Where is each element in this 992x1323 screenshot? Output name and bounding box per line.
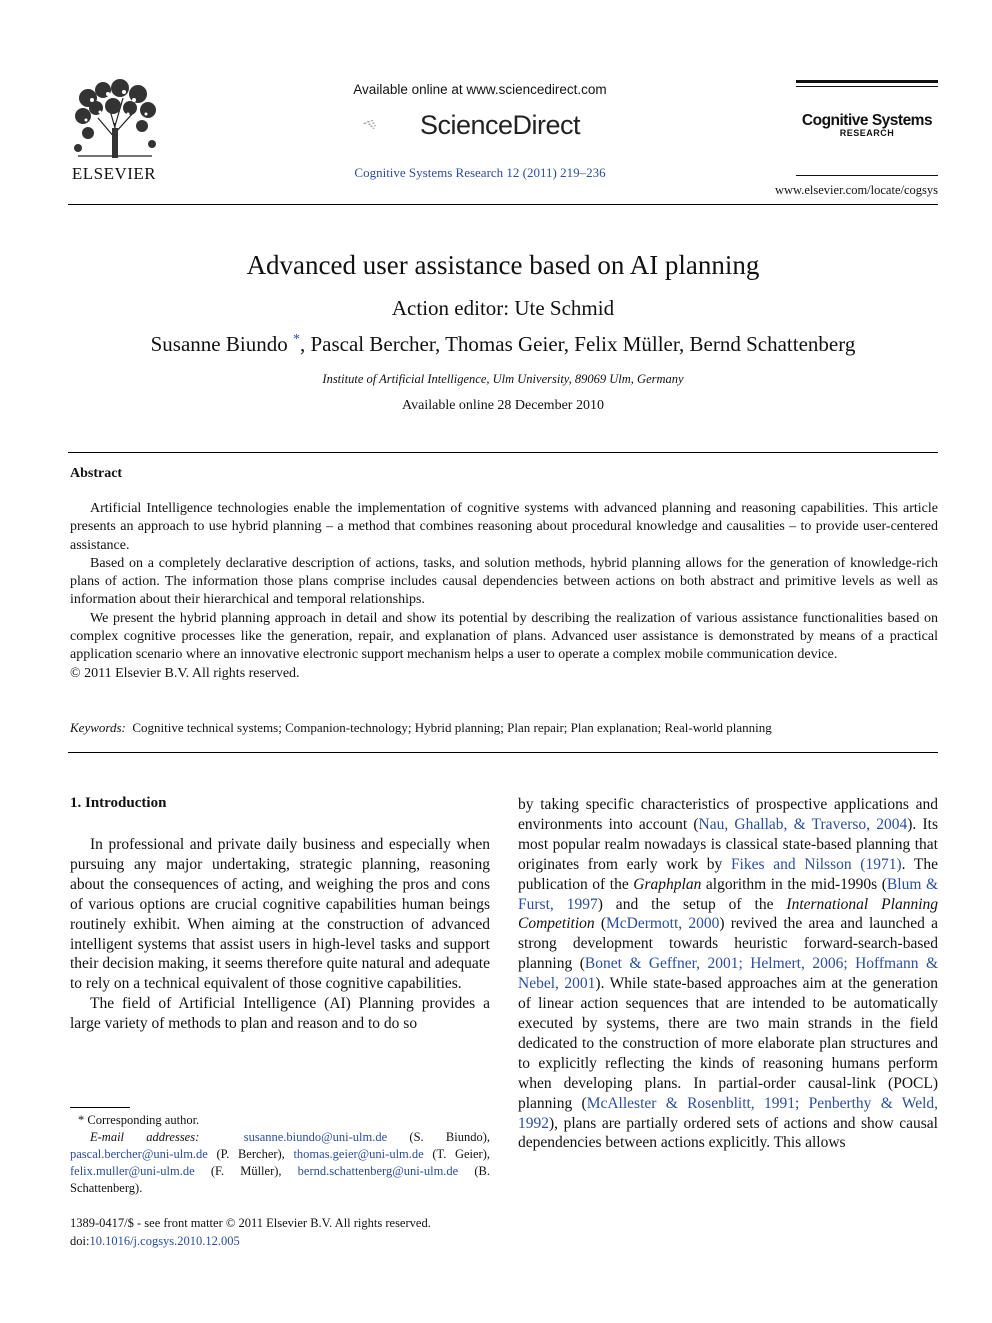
citation-link[interactable]: Fikes and Nilsson (1971) (730, 855, 902, 873)
citation-link[interactable]: McDermott, 2000 (605, 915, 720, 933)
abstract-paragraph: Based on a completely declarative description of actions, tasks, and solution methods, hybrid planning allows for the generation of knowledge-rich plans of action. The information those plans comprise includes causal dependencies between actions on both abstract and primitive levels as well as information about their hierarchical and temporal relationships. (70, 555, 938, 608)
citation-link[interactable]: Bonet & Geffner, 2001; Helmert, 2006; Hoffmann & Nebel, 2001 (518, 955, 938, 993)
journal-logo-subtitle: RESEARCH (839, 128, 895, 138)
email-owner: (P. Bercher), (207, 1147, 294, 1161)
email-label: E-mail addresses: (90, 1130, 200, 1144)
journal-logo-rule (796, 80, 938, 83)
first-author: Susanne Biundo (150, 332, 288, 356)
email-link[interactable]: thomas.geier@uni-ulm.de (293, 1147, 424, 1161)
journal-logo-rule (796, 86, 938, 87)
right-column (518, 795, 938, 1153)
journal-url[interactable]: www.elsevier.com/locate/cogsys (774, 183, 938, 197)
journal-citation-link[interactable]: Cognitive Systems Research 12 (2011) 219–236 (354, 165, 606, 180)
left-column (70, 835, 490, 1034)
email-link[interactable]: felix.muller@uni-ulm.de (70, 1164, 195, 1178)
body-text-italic: Graphplan (633, 875, 702, 893)
publisher-name: ELSEVIER (71, 164, 157, 183)
corresponding-author-marker[interactable]: * (292, 332, 300, 347)
sciencedirect-dots-icon (362, 104, 422, 146)
citation-link[interactable]: McAllester & Rosenblitt, 1991; Penberthy & Weld, 1992 (518, 1094, 938, 1132)
body-paragraph: The field of Artificial Intelligence (AI) Planning provides a large variety of methods to plan and reason and to do so (70, 995, 490, 1033)
email-owner: (F. Müller), (194, 1164, 298, 1178)
sciencedirect-wordmark: ScienceDirect (420, 110, 581, 140)
keywords (70, 720, 938, 736)
issn-copyright: 1389-0417/$ - see front matter © 2011 Elsevier B.V. All rights reserved. (70, 1216, 431, 1230)
body-text: ). Its most popular realm nowadays is classical state-based planning that originates from early work by (518, 815, 938, 873)
body-text: ) and the setup of the (597, 895, 787, 913)
email-owner: (B. Schattenberg). (70, 1164, 490, 1195)
abstract-paragraph: Artificial Intelligence technologies enable the implementation of cognitive systems with advanced planning and reasoning capabilities. This article presents an approach to use hybrid planning – a method that combines reasoning about procedural knowledge and causalities – to provide user-centered assistance. (70, 501, 938, 553)
body-text: ( (594, 915, 606, 933)
citation-link[interactable]: Nau, Ghallab, & Traverso, 2004 (698, 815, 908, 833)
keywords-label: Keywords: (70, 720, 126, 735)
body-text: by taking specific characteristics of prospective applications and environments into account ( (518, 796, 938, 833)
journal-logo-title: Cognitive Systems (801, 112, 933, 129)
body-paragraph: In professional and private daily business and especially when pursuing any major undertaking, strategic planning, reasoning about the consequences of acting, and weighing the pros and cons of various options are crucial cognitive capabilities human beings routinely exhibit. When aiming at the construction of advanced intelligent systems that assist users in high-level tasks and support their decision making, it seems therefore quite natural and adequate to rely on a technical equivalent of those cognitive capabilities. (70, 836, 490, 993)
abstract-copyright: © 2011 Elsevier B.V. All rights reserved. (70, 665, 300, 681)
email-link[interactable]: bernd.schattenberg@uni-ulm.de (297, 1164, 459, 1178)
doi-line (70, 1232, 490, 1250)
affiliation: Institute of Artificial Intelligence, Ulm University, 89069 Ulm, Germany (322, 372, 684, 386)
other-authors: , Pascal Bercher, Thomas Geier, Felix Müller, Bernd Schattenberg (299, 332, 856, 356)
body-text: . The publication of the (518, 855, 938, 893)
email-link[interactable]: susanne.biundo@uni-ulm.de (243, 1130, 388, 1144)
abstract-body (70, 500, 938, 683)
keywords-list: Cognitive technical systems; Companion-technology; Hybrid planning; Plan repair; Plan explanation; Real-world planning (132, 720, 772, 735)
section-heading-introduction: 1. Introduction (70, 795, 167, 811)
available-date: Available online 28 December 2010 (402, 398, 604, 413)
email-owner: (S. Biundo), (387, 1130, 490, 1144)
body-text-italic: International Planning Competition (518, 895, 938, 933)
body-text: ) revived the area and launched a strong development towards heuristic forward-search-based planning ( (518, 915, 938, 973)
body-text: ), plans are partially ordered sets of actions and show causal dependencies between actions explicitly. This allows (518, 1114, 938, 1152)
email-owner: (T. Geier), (423, 1147, 490, 1161)
abstract-heading: Abstract (70, 466, 123, 481)
front-matter (70, 1214, 490, 1250)
footnote-divider (70, 1107, 130, 1108)
doi-label: doi: (70, 1234, 90, 1248)
abstract-divider-top (68, 452, 938, 453)
article-title: Advanced user assistance based on AI planning (246, 250, 760, 280)
available-online-text: Available online at www.sciencedirect.com (353, 82, 607, 97)
action-editor: Action editor: Ute Schmid (391, 296, 615, 320)
email-link[interactable]: pascal.bercher@uni-ulm.de (70, 1147, 208, 1161)
email-addresses (70, 1129, 490, 1197)
header-divider (68, 204, 938, 205)
doi-link[interactable]: 10.1016/j.cogsys.2010.12.005 (89, 1234, 240, 1248)
abstract-paragraph: We present the hybrid planning approach in detail and show its potential by describing the realization of various assistance functionalities based on complex cognitive processes like the generation, repair, and explanation of plans. Advanced user assistance is demonstrated by means of a practical application scenario where an innovative electronic support mechanism helps a user to operate a complex mobile communication device. (70, 610, 938, 663)
footnotes (70, 1112, 490, 1197)
corresponding-author-note: * Corresponding author. (78, 1113, 200, 1127)
body-paragraph (518, 795, 938, 1153)
citation-link[interactable]: Blum & Furst, 1997 (518, 875, 938, 913)
journal-logo-rule (796, 175, 938, 176)
abstract-divider-bottom (68, 752, 938, 753)
body-text: algorithm in the mid-1990s ( (701, 875, 887, 893)
author-list (68, 332, 938, 357)
body-text: ). While state-based approaches aim at the generation of linear action sequences that are intended to be automatically executed by systems, there are two main strands in the field dedicated to the construction of more elaborate plan structures and to explicitly reflecting the kinds of reasoning humans perform when developing plans. In partial-order causal-link (POCL) planning ( (518, 975, 938, 1112)
